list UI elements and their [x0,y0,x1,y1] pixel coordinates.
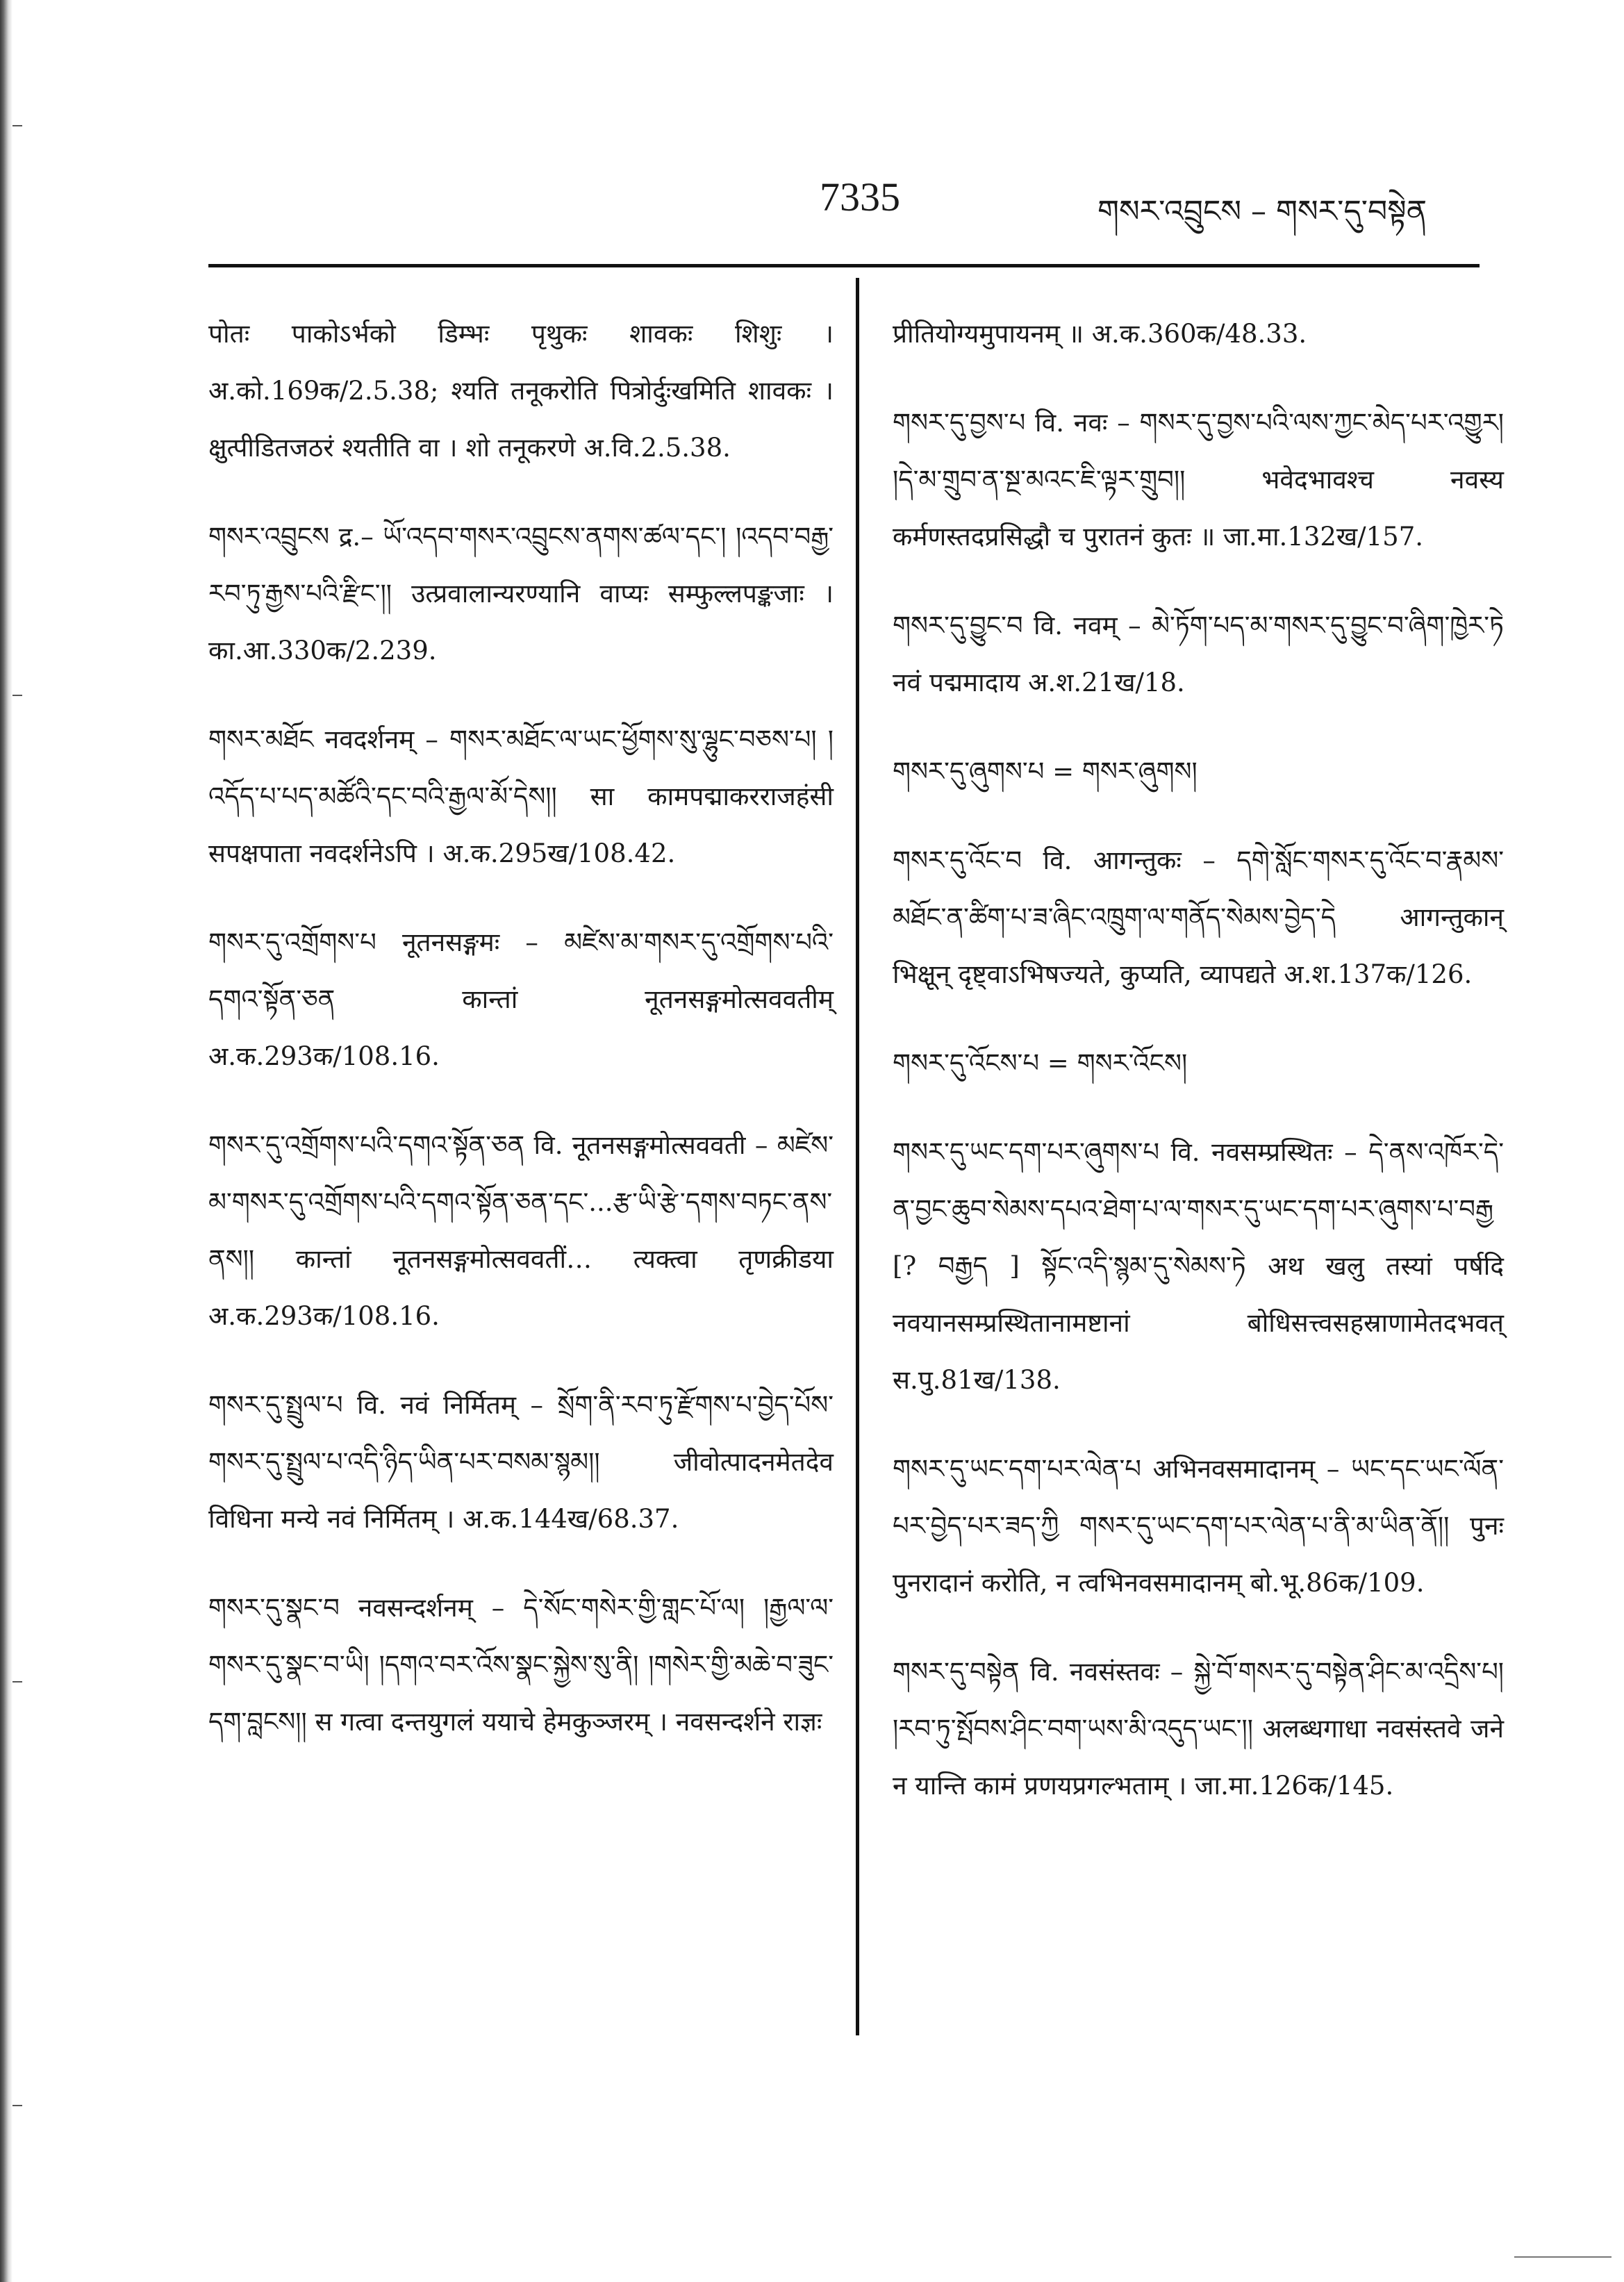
column-divider [856,278,859,2035]
dictionary-entry: གསར་དུ་བསྟེན वि. नवसंस्तवः – སྐྱེ་བོ་གསར་དུ་བསྟེན་ཤིང་མ་འདྲིས་པ། །རབ་ཏུ་སྤོབས་ཤིང་བག་ཡས་མི་འདུད་ཡང་།། अलब्धगाधा नवसंस्तवे जने न यान्ति कामं प्रणयप्रगल्भताम् । जा.मा.126क/145. [893,1657,1504,1801]
dictionary-entry: གསར་དུ་སྣང་བ नवसन्दर्शनम् – དེ་སོང་གསེར་གྱི་གླང་པོ་ལ། །རྒྱལ་ལ་གསར་དུ་སྣང་བ་ཡི། །དགའ་བར་འོས་སྣང་སྐྱེས་སུ་ནི། །གསེར་གྱི་མཆེ་བ་ཟུང་དག་བླངས།། स गत्वा दन्तयुगलं ययाचे हेमकुञ्जरम् । नवसन्दर्शने राज्ञः [208,1593,834,1737]
dictionary-entry: གསར་དུ་འགྲོགས་པའི་དགའ་སྟོན་ཅན वि. नूतनसङ्गमोत्सववती – མཛེས་མ་གསར་དུ་འགྲོགས་པའི་དགའ་སྟོན་ཅན་དང་...རྩ་ཡི་རྩེ་དགས་བཏང་ནས་ནས།། कान्तां नूतनसङ्गमोत्सववतीं… त्यक्त्वा तृणक्रीडया अ.क.293क/108.16. [208,1130,834,1331]
bottom-rule [1514,2256,1611,2258]
dictionary-entry: གསར་དུ་ཡང་དག་པར་ཞུགས་པ वि. नवसम्प्रस्थितः – དེ་ནས་འཁོར་དེ་ན་བྱང་ཆུབ་སེམས་དཔའ་ཐེག་པ་ལ་གསར་དུ་ཡང་དག་པར་ཞུགས་པ་བརྒྱ [? བརྒྱད ] སྟོང་འདི་སྙམ་དུ་སེམས་ཏེ अथ खलु तस्यां पर्षदि नवयानसम्प्रस्थितानामष्टानां बोधिसत्त्वसहस्राणामेतदभवत् स.पु.81ख/138. [893,1137,1504,1395]
dictionary-entry: གསར་འབྲུངས द्र.– ཡོ་འདབ་གསར་འབྲུངས་ནགས་ཚལ་དང་། །འདབ་བརྒྱ་རབ་ཏུ་རྒྱས་པའི་རྫིང་།། उत्प्रवालान्यरण्यानि वाप्यः सम्फुल्लपङ्कजाः । का.आ.330क/2.239. [208,522,834,665]
left-column [208,306,834,1783]
cross-reference-entry: གསར་དུ་འོངས་པ = གསར་འོངས། [893,1048,1188,1078]
scan-mark [13,125,22,126]
dictionary-entry: གསར་མཐོང नवदर्शनम् – གསར་མཐོང་ལ་ཡང་ཕྱོགས་སུ་ལྷུང་བཅས་པ། །འདོད་པ་པད་མཚོའི་དང་བའི་རྒྱལ་མོ་དེས།། सा कामपद्माकरराजहंसी सपक्षपाता नवदर्शनेऽपि । अ.क.295ख/108.42. [208,725,834,868]
running-head: གསར་འབྲུངས – གསར་དུ་བསྟེན [1097,194,1427,229]
dictionary-entry: གསར་དུ་འགྲོགས་པ नूतनसङ्गमः – མཛེས་མ་གསར་དུ་འགྲོགས་པའི་དགའ་སྟོན་ཅན कान्तां नूतनसङ्गमोत्सववतीम् अ.क.293क/108.16. [208,927,834,1071]
scan-mark [13,1681,22,1682]
entry-continuation: पोतः पाकोऽर्भको डिम्भः पृथुकः शावकः शिशुः । अ.को.169क/2.5.38; श्यति तनूकरोति पित्रोर्दुःखमिति शावकः । क्षुत्पीडितजठरं श्यतीति वा । शो तनूकरणे अ.वि.2.5.38. [208,319,834,463]
dictionary-entry: གསར་དུ་བྱས་པ वि. नवः – གསར་དུ་བྱས་པའི་ལས་ཀྱང་མེད་པར་འགྱུར། །དེ་མ་གྲུབ་ན་སྔ་མའང་ཇི་ལྟར་གྲུབ།། भवेदभावश्च नवस्य कर्मणस्तदप्रसिद्धौ च पुरातनं कुतः ॥ जा.मा.132ख/157. [893,408,1504,552]
dictionary-entry: གསར་དུ་བྱུང་བ वि. नवम् – མེ་ཏོག་པད་མ་གསར་དུ་བྱུང་བ་ཞིག་ཁྱེར་ཏེ नवं पद्ममादाय अ.श.21ख/18. [893,611,1504,697]
scan-mark [13,695,22,696]
header-rule [208,264,1480,267]
scan-mark [13,2105,22,2106]
dictionary-entry: གསར་དུ་འོང་བ वि. आगन्तुकः – དགེ་སློང་གསར་དུ་འོང་བ་རྣམས་མཐོང་ན་ཚིག་པ་ཟ་ཞིང་འཁྲུག་ལ་གནོད་སེམས་བྱེད་དེ आगन्तुकान् भिक्षून् दृष्ट्वाऽभिषज्यते, कुप्यति, व्यापद्यते अ.श.137क/126. [893,845,1504,989]
page-number: 7335 [820,174,900,220]
cross-reference-entry: གསར་དུ་ཞུགས་པ = གསར་ཞུགས། [893,756,1198,786]
right-column [893,306,1504,1846]
dictionary-entry: གསར་དུ་སྤྲུལ་པ वि. नवं निर्मितम् – སྲོག་ནི་རབ་ཏུ་རྫོགས་པ་བྱེད་པོས་གསར་དུ་སྤྲུལ་པ་འདི་ཉིད་ཡིན་པར་བསམ་སྙམ།། जीवोत्पादनमेतदेव विधिना मन्ये नवं निर्मितम् । अ.क.144ख/68.37. [208,1390,834,1534]
entry-continuation: प्रीतियोग्यमुपायनम् ॥ अ.क.360क/48.33. [893,319,1307,349]
dictionary-entry: གསར་དུ་ཡང་དག་པར་ལེན་པ अभिनवसमादानम् – ཡང་དང་ཡང་ལོན་པར་བྱེད་པར་ཟད་ཀྱི གསར་དུ་ཡང་དག་པར་ལེན་པ་ནི་མ་ཡིན་ནོ།། पुनः पुनरादानं करोति, न त्वभिनवसमादानम् बो.भू.86क/109. [893,1454,1504,1598]
scan-edge-shadow [0,0,13,2282]
